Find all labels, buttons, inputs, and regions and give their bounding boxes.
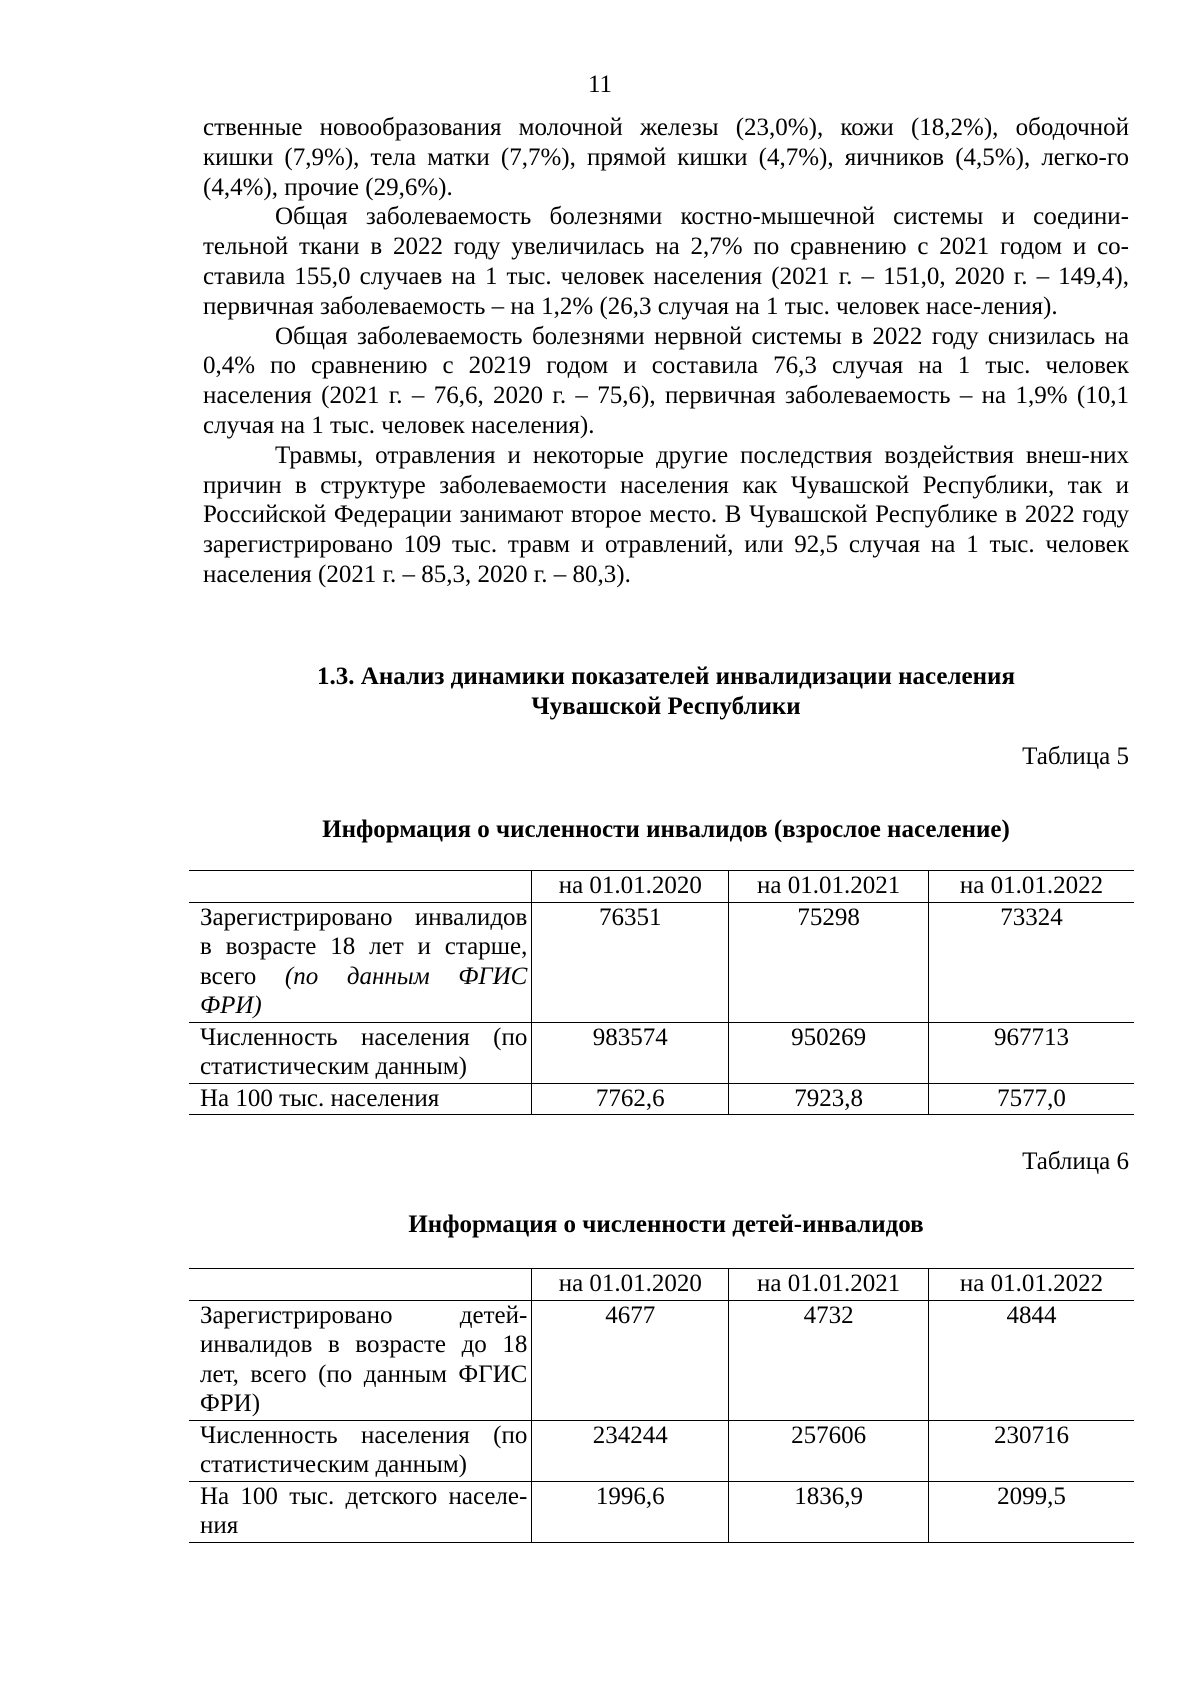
table-cell: 7577,0	[928, 1083, 1134, 1115]
row-label-source: (по данным ФГИС ФРИ)	[200, 962, 528, 1019]
row-label: Зарегистрировано детей-инвалидов в возрасте до 18 лет, всего (по данным ФГИС ФРИ)	[189, 1300, 532, 1420]
table-6-label: Таблица 6	[1022, 1148, 1129, 1175]
row-label: На 100 тыс. детского населе-ния	[189, 1481, 532, 1542]
row-label-text: Зарегистрировано инвалидов в возрасте 18 лет и старше, всего	[200, 903, 528, 990]
table-header-row	[189, 871, 1134, 903]
table-header-cell	[189, 871, 532, 903]
table-cell: 76351	[532, 902, 729, 1022]
table-header-cell: на 01.01.2020	[532, 1269, 729, 1301]
table-6-title: Информация о численности детей-инвалидов	[408, 1211, 924, 1238]
section-heading-line-2: Чувашской Республики	[531, 693, 801, 720]
table-5	[189, 870, 1134, 1115]
paragraph: Травмы, отравления и некоторые другие последствия воздействия внеш-них причин в структуре заболеваемости населения как Чувашской Республики, так и Российской Федерации занимают второе место. В Чувашской Республике в 2022 году зарегистрировано 109 тыс. травм и отравлений, или 92,5 случая на 1 тыс. человек населения (2021 г. – 85,3, 2020 г. – 80,3).	[203, 441, 1129, 588]
table-cell: 1836,9	[729, 1481, 929, 1542]
row-label: Численность населения (по статистическим данным)	[189, 1022, 532, 1083]
section-heading-line-1: 1.3. Анализ динамики показателей инвалидизации населения	[317, 663, 1015, 690]
table-cell: 234244	[532, 1420, 729, 1481]
table-cell: 7923,8	[729, 1083, 929, 1115]
table-header-cell: на 01.01.2021	[729, 1269, 929, 1301]
table-header-cell: на 01.01.2021	[729, 871, 929, 903]
table-cell: 75298	[729, 902, 929, 1022]
section-heading	[203, 662, 1129, 722]
table-header-row	[189, 1269, 1134, 1301]
table-row	[189, 1083, 1134, 1115]
paragraph: Общая заболеваемость болезнями костно-мышечной системы и соедини-тельной ткани в 2022 году увеличилась на 2,7% по сравнению с 2021 годом и со-ставила 155,0 случаев на 1 тыс. человек населения (2021 г. – 151,0, 2020 г. – 149,4), первичная заболеваемость – на 1,2% (26,3 случая на 1 тыс. человек насе-ления).	[203, 203, 1129, 320]
table-cell: 2099,5	[928, 1481, 1134, 1542]
row-label: На 100 тыс. населения	[189, 1083, 532, 1115]
table-cell: 73324	[928, 902, 1134, 1022]
table-cell: 1996,6	[532, 1481, 729, 1542]
table-row	[189, 1481, 1134, 1542]
table-cell: 4844	[928, 1300, 1134, 1420]
body-text	[203, 113, 1129, 590]
page-number: 11	[587, 71, 613, 98]
table-row	[189, 1420, 1134, 1481]
table-6	[189, 1268, 1134, 1543]
paragraph: ственные новообразования молочной железы (23,0%), кожи (18,2%), ободочной кишки (7,9%), тела матки (7,7%), прямой кишки (4,7%), яичников (4,5%), легко-го (4,4%), прочие (29,6%).	[203, 114, 1129, 201]
table-header-cell	[189, 1269, 532, 1301]
row-label: Численность населения (по статистическим данным)	[189, 1420, 532, 1481]
table-cell: 967713	[928, 1022, 1134, 1083]
table-header-cell: на 01.01.2022	[928, 1269, 1134, 1301]
table-5-title: Информация о численности инвалидов (взрослое население)	[322, 816, 1010, 843]
table-cell: 983574	[532, 1022, 729, 1083]
table-row	[189, 1300, 1134, 1420]
table-row	[189, 1022, 1134, 1083]
table-row	[189, 902, 1134, 1022]
row-label	[189, 902, 532, 1022]
table-cell: 230716	[928, 1420, 1134, 1481]
paragraph: Общая заболеваемость болезнями нервной системы в 2022 году снизилась на 0,4% по сравнению с 20219 годом и составила 76,3 случая на 1 тыс. человек населения (2021 г. – 76,6, 2020 г. – 75,6), первичная заболеваемость – на 1,9% (10,1 случая на 1 тыс. человек населения).	[203, 322, 1129, 439]
table-header-cell: на 01.01.2020	[532, 871, 729, 903]
table-5-label: Таблица 5	[1022, 743, 1129, 770]
table-cell: 4732	[729, 1300, 929, 1420]
table-cell: 257606	[729, 1420, 929, 1481]
table-header-cell: на 01.01.2022	[928, 871, 1134, 903]
table-cell: 950269	[729, 1022, 929, 1083]
table-cell: 7762,6	[532, 1083, 729, 1115]
table-cell: 4677	[532, 1300, 729, 1420]
